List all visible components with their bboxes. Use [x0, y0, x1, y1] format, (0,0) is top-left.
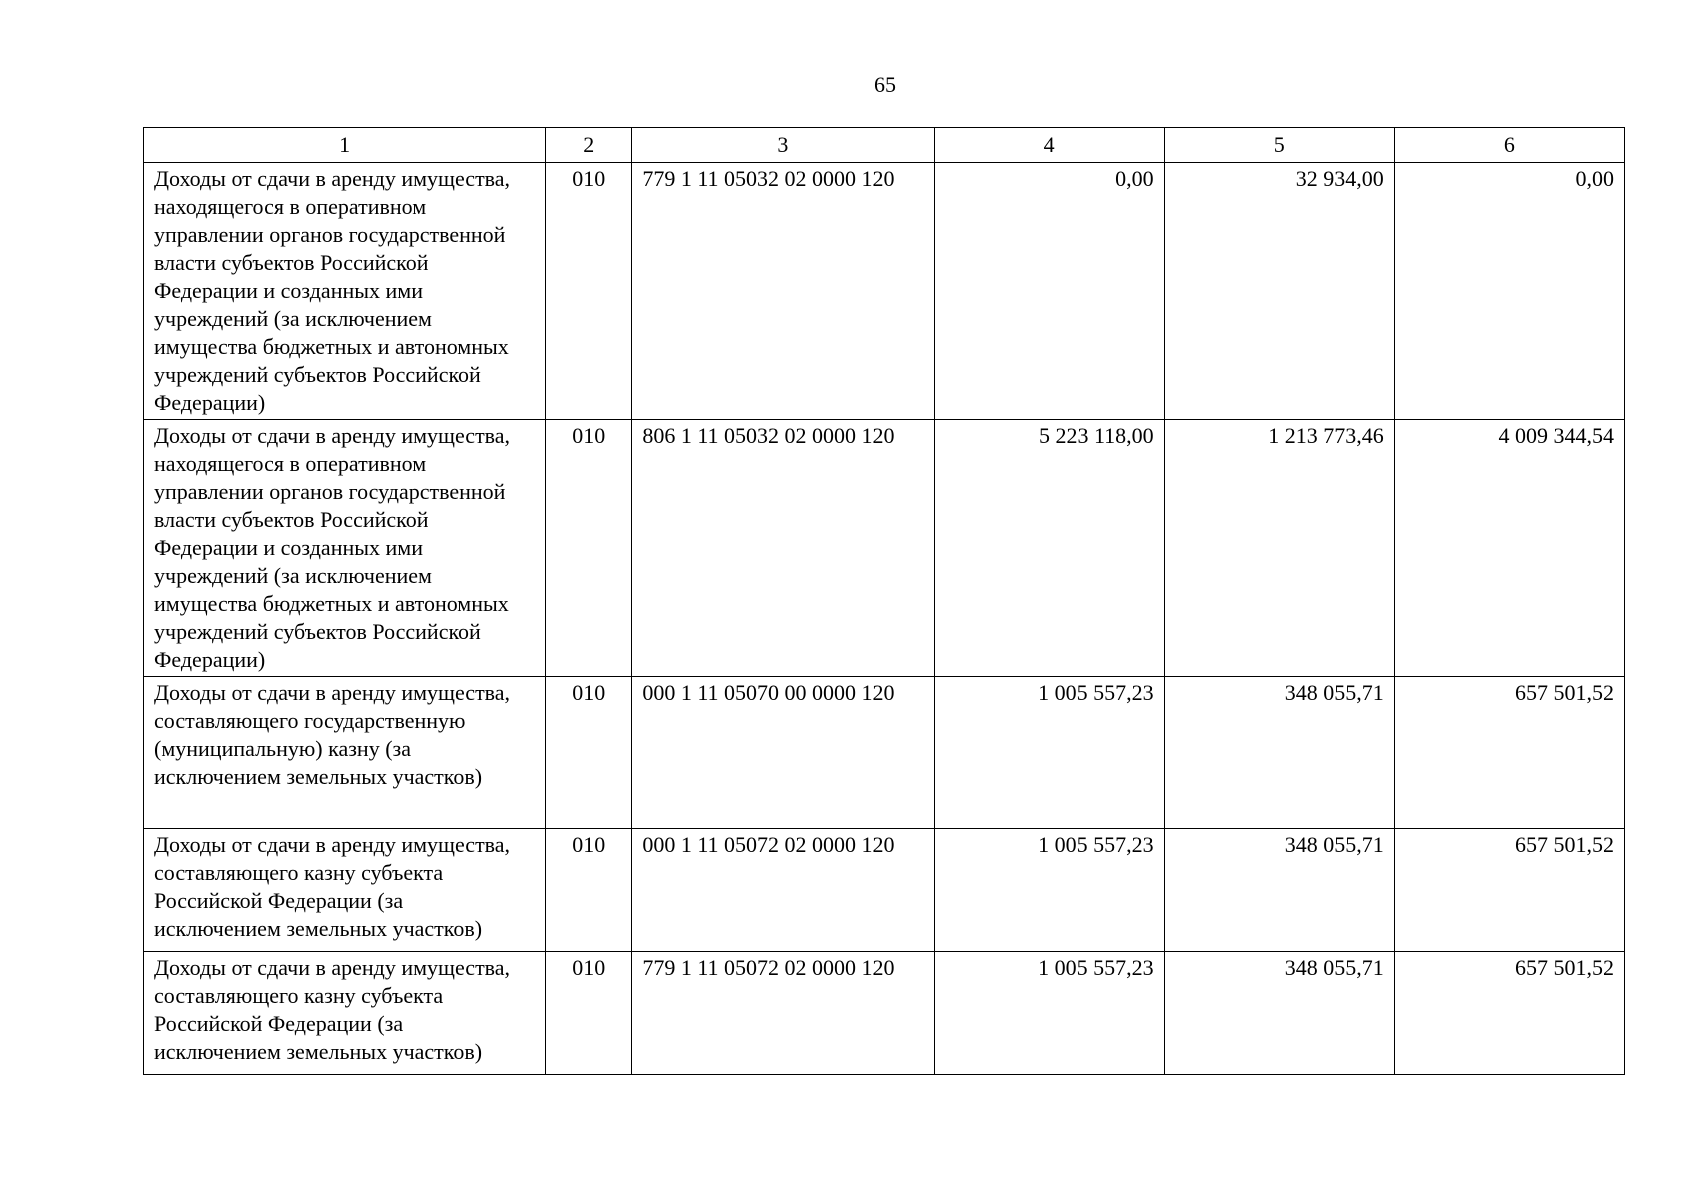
column-header-2: 2 [546, 128, 632, 163]
income-name-cell: Доходы от сдачи в аренду имущества, находящегося в оперативном управлении органов государственной власти субъектов Российской Федерации и созданных ими учреждений (за исключением имущества бюджетных и автономных учреждений субъектов Российской Федерации) [144, 420, 546, 677]
budget-code-cell: 806 1 11 05032 02 0000 120 [632, 420, 934, 677]
line-code-cell: 010 [546, 829, 632, 952]
table-row [144, 420, 1625, 677]
executed-amount-cell: 348 055,71 [1164, 677, 1394, 829]
column-header-5: 5 [1164, 128, 1394, 163]
table-row [144, 952, 1625, 1075]
income-name-cell: Доходы от сдачи в аренду имущества, составляющего казну субъекта Российской Федерации (за исключением земельных участков) [144, 829, 546, 952]
unexecuted-amount-cell: 4 009 344,54 [1394, 420, 1624, 677]
unexecuted-amount-cell: 657 501,52 [1394, 952, 1624, 1075]
line-code-cell: 010 [546, 420, 632, 677]
line-code-cell: 010 [546, 952, 632, 1075]
table-row [144, 829, 1625, 952]
column-header-4: 4 [934, 128, 1164, 163]
approved-amount-cell: 1 005 557,23 [934, 677, 1164, 829]
executed-amount-cell: 32 934,00 [1164, 163, 1394, 420]
column-header-3: 3 [632, 128, 934, 163]
table-row [144, 163, 1625, 420]
income-name-cell: Доходы от сдачи в аренду имущества, составляющего казну субъекта Российской Федерации (за исключением земельных участков) [144, 952, 546, 1075]
budget-code-cell: 779 1 11 05032 02 0000 120 [632, 163, 934, 420]
approved-amount-cell: 1 005 557,23 [934, 829, 1164, 952]
budget-code-cell: 779 1 11 05072 02 0000 120 [632, 952, 934, 1075]
unexecuted-amount-cell: 657 501,52 [1394, 829, 1624, 952]
table-header-row [144, 128, 1625, 163]
executed-amount-cell: 348 055,71 [1164, 829, 1394, 952]
column-header-6: 6 [1394, 128, 1624, 163]
table-row [144, 677, 1625, 829]
unexecuted-amount-cell: 657 501,52 [1394, 677, 1624, 829]
income-name-cell: Доходы от сдачи в аренду имущества, находящегося в оперативном управлении органов государственной власти субъектов Российской Федерации и созданных ими учреждений (за исключением имущества бюджетных и автономных учреждений субъектов Российской Федерации) [144, 163, 546, 420]
unexecuted-amount-cell: 0,00 [1394, 163, 1624, 420]
executed-amount-cell: 348 055,71 [1164, 952, 1394, 1075]
revenue-table [143, 127, 1625, 1075]
budget-code-cell: 000 1 11 05072 02 0000 120 [632, 829, 934, 952]
line-code-cell: 010 [546, 163, 632, 420]
page-number: 65 [874, 72, 896, 97]
approved-amount-cell: 1 005 557,23 [934, 952, 1164, 1075]
income-name-cell: Доходы от сдачи в аренду имущества, составляющего государственную (муниципальную) казну (за исключением земельных участков) [144, 677, 546, 829]
line-code-cell: 010 [546, 677, 632, 829]
column-header-1: 1 [144, 128, 546, 163]
approved-amount-cell: 5 223 118,00 [934, 420, 1164, 677]
budget-code-cell: 000 1 11 05070 00 0000 120 [632, 677, 934, 829]
approved-amount-cell: 0,00 [934, 163, 1164, 420]
executed-amount-cell: 1 213 773,46 [1164, 420, 1394, 677]
